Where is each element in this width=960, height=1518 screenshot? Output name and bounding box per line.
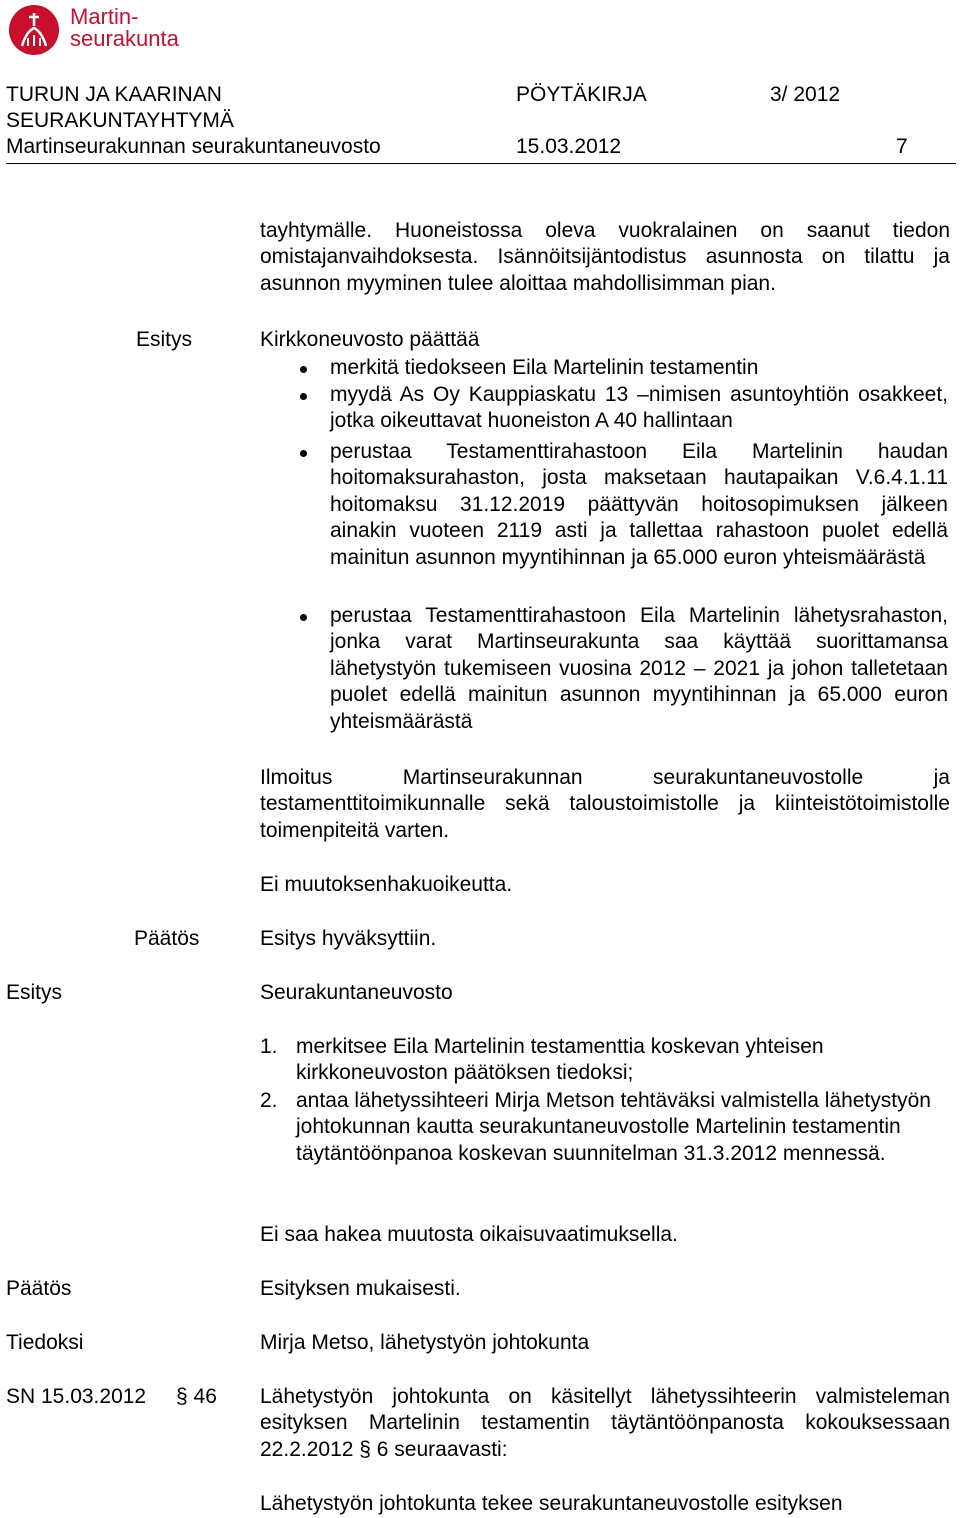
list-item: merkitsee Eila Martelinin testamenttia koskevan yhteisen kirkkoneuvoston päätöksen tiedoksi; [296,1035,824,1085]
header-doc-number: 3/ 2012 [770,83,841,106]
list-item: merkitä tiedokseen Eila Martelinin testamentin [330,356,759,379]
appeal-note: Ei muutoksenhakuoikeutta. [260,873,513,896]
sn-label: SN 15.03.2012 [6,1385,147,1408]
paatos-label: Päätös [134,927,200,950]
notice-paragraph: Ilmoitus Martinseurakunnan seurakuntaneuvostolle ja testamenttitoimikunnalle sekä taloustoimistolle ja kiinteistötoimistolle toimenpiteitä varten. [260,766,950,842]
bullet-icon [300,366,307,373]
header-body: Martinseurakunnan seurakuntaneuvosto [6,135,381,158]
esitys-lead: Kirkkoneuvosto päättää [260,328,480,351]
church-emblem-icon [8,4,60,56]
list-item: perustaa Testamenttirahastoon Eila Martelinin haudan hoitomaksurahaston, josta maksetaan hautapaikan V.6.4.1.11 hoitomaksu 31.12.2019 päättyvän hoitosopimuksen jälkeen ainakin vuoteen 2119 asti ja tallettaa rahastoon puolet edellä mainitun asunnon myyntihinnan ja 65.000 euron yhteismäärästä [330,440,948,569]
header-org-line2: SEURAKUNTAYHTYMÄ [6,109,234,132]
esitys-label: Esitys [6,981,63,1004]
paatos-text: Esityksen mukaisesti. [260,1277,461,1300]
list-item-number: 2. [260,1089,278,1112]
header-doc-type: PÖYTÄKIRJA [516,83,647,106]
sn-paragraph: Lähetystyön johtokunta on käsitellyt lähetyssihteerin valmisteleman esityksen Martelinin testamentin täytäntöönpanosta kokouksessaan 22.2.2012 § 6 seuraavasti: [260,1385,950,1461]
tiedoksi-label: Tiedoksi [6,1331,84,1354]
appeal-note: Ei saa hakea muutosta oikaisuvaatimuksella. [260,1223,678,1246]
tiedoksi-text: Mirja Metso, lähetystyön johtokunta [260,1331,590,1354]
sn-last-line: Lähetystyön johtokunta tekee seurakuntaneuvostolle esityksen [260,1492,843,1515]
brand-logo [8,4,198,56]
esitys-label: Esitys [136,328,193,351]
intro-paragraph: tayhtymälle. Huoneistossa oleva vuokralainen on saanut tiedon omistajanvaihdoksesta. Isännöitsijäntodistus asunnosta on tilattu ja asunnon myyminen tulee aloittaa mahdollisimman pian. [260,219,950,295]
header-date: 15.03.2012 [516,135,622,158]
paatos-label: Päätös [6,1277,72,1300]
header-divider [6,163,956,164]
bullet-icon [300,393,307,400]
list-item-number: 1. [260,1035,278,1058]
bullet-icon [300,614,307,621]
list-item: antaa lähetyssihteeri Mirja Metson tehtäväksi valmistella lähetystyön johtokunnan kautta seurakuntaneuvostolle Martelinin testamentin täytäntöönpanoa koskevan suunnitelman 31.3.2012 mennessä. [296,1089,931,1165]
list-item: myydä As Oy Kauppiaskatu 13 –nimisen asuntoyhtiön osakkeet, jotka oikeuttavat huoneiston A 40 hallintaan [330,383,948,433]
bullet-icon [300,450,307,457]
header-page-number: 7 [896,135,908,158]
sn-section: § 46 [176,1385,217,1408]
brand-name: Martin- seurakunta [70,4,179,51]
paatos-text: Esitys hyväksyttiin. [260,927,437,950]
list-item: perustaa Testamenttirahastoon Eila Martelinin lähetysrahaston, jonka varat Martinseurakunta saa käyttää suorittamansa lähetystyön tukemiseen vuosina 2012 – 2021 ja johon talletetaan puolet edellä mainitun asunnon myyntihinnan ja 65.000 euron yhteismäärästä [330,604,948,733]
header-org-line1: TURUN JA KAARINAN [6,83,222,106]
esitys-lead: Seurakuntaneuvosto [260,981,453,1004]
